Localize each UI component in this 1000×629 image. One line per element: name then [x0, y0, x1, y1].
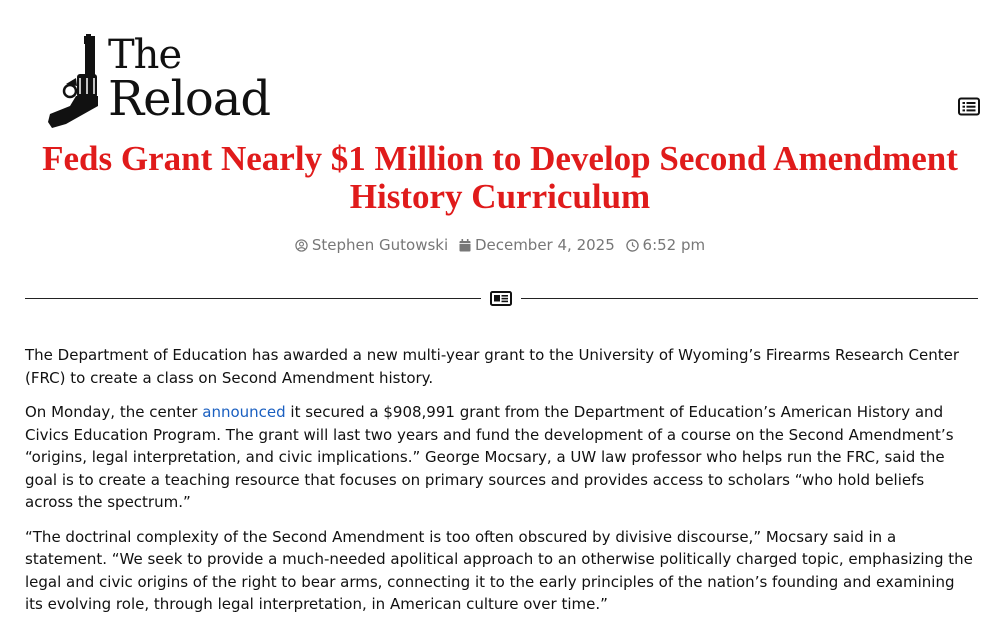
site-logo-text [108, 32, 271, 127]
list-menu-icon [958, 97, 980, 117]
user-icon [295, 239, 308, 252]
article-paragraph-1: The Department of Education has awarded a new multi-year grant to the University of Wyoming’s Firearms Research Center (FRC) to create a class on Second Amendment history. [25, 346, 960, 387]
date-text: December 4, 2025 [474, 236, 615, 254]
article-paragraph-3: “The doctrinal complexity of the Second Amendment is too often obscured by divisive discourse,” Mocsary said in a statement. “We seek to provide a much-needed apolitical approach to an otherwise politically charged topic, emphasizing the legal and civic origins of the right to bear arms, connecting it to the early principles of the nation’s founding and examining its evolving role, through legal interpretation, in American culture over time.” [25, 527, 973, 613]
paragraph-2-lead: On Monday, the center [25, 403, 203, 421]
article-headline: Feds Grant Nearly $1 Million to Develop Second Amendment History Curriculum [42, 139, 958, 216]
site-header [0, 0, 1000, 125]
calendar-icon [459, 239, 471, 252]
author[interactable] [295, 235, 448, 255]
divider-line-left [25, 298, 481, 299]
publish-date [459, 235, 615, 255]
article-paragraph-2 [25, 401, 975, 514]
revolver-icon [46, 34, 108, 130]
site-logo[interactable] [24, 16, 271, 127]
clock-icon [626, 239, 639, 252]
paragraph-2-rest: it secured a $908,991 grant from the Department of Education’s American History and Civics Education Program. The grant will last two years and fund the development of a course on the Second Amendment’s “origins, legal interpretation, and civic implications.” George Mocsary, a UW law professor who helps run the FRC, said the goal is to create a teaching resource that focuses on primary sources and provides access to scholars “who hold beliefs across the spectrum.” [25, 403, 954, 511]
logo-line-reload: Reload [108, 71, 271, 127]
publish-time [626, 235, 706, 255]
time-text: 6:52 pm [642, 236, 706, 254]
author-name: Stephen Gutowski [311, 236, 449, 254]
announced-link[interactable]: announced [202, 403, 286, 421]
menu-button[interactable] [958, 97, 980, 117]
article-meta [0, 235, 1000, 257]
divider-line-right [521, 298, 978, 299]
article-body [25, 344, 975, 628]
newspaper-icon [490, 291, 512, 306]
section-divider [25, 288, 978, 310]
logo-line-the: The [108, 32, 182, 78]
